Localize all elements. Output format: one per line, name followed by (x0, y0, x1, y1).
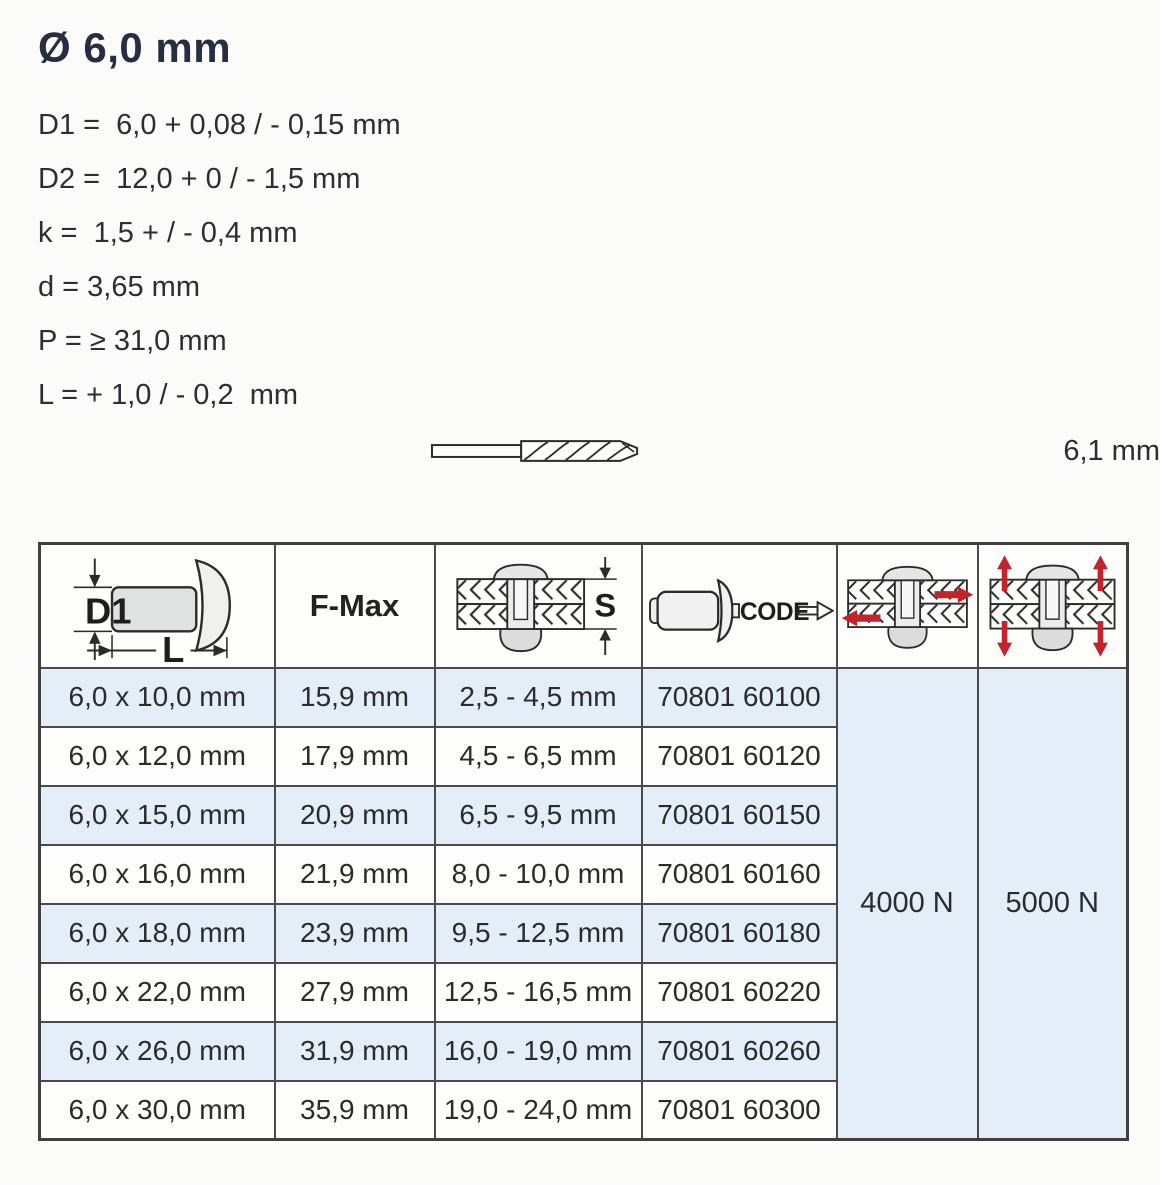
shear-strength-icon (840, 555, 975, 656)
grip-range-cell: 9,5 - 12,5 mm (435, 904, 642, 963)
spec-line-l: L = + 1,0 / - 0,2 mm (38, 379, 299, 411)
fmax-cell: 21,9 mm (275, 845, 435, 904)
code-cell: 70801 60260 (642, 1022, 837, 1081)
fmax-cell: 35,9 mm (275, 1081, 435, 1140)
spec-line-d2: D2 = 12,0 + 0 / - 1,5 mm (38, 163, 361, 195)
fmax-header-label: F-Max (309, 587, 400, 623)
spec-line-p: P = ≥ 31,0 mm (38, 325, 227, 357)
grip-range-cell: 8,0 - 10,0 mm (435, 845, 642, 904)
spec-line-k: k = 1,5 + / - 0,4 mm (38, 217, 298, 249)
drill-bit-icon (430, 436, 648, 466)
header-tensile-strength (978, 544, 1128, 668)
code-cell: 70801 60160 (642, 845, 837, 904)
d1-dimension-label: D1 (84, 590, 132, 632)
spec-list (38, 98, 1160, 422)
grip-range-icon (442, 552, 634, 660)
size-cell: 6,0 x 18,0 mm (40, 904, 275, 963)
page-title: Ø 6,0 mm (38, 24, 232, 71)
header-grip-range (435, 544, 642, 668)
fmax-cell: 23,9 mm (275, 904, 435, 963)
grip-range-cell: 2,5 - 4,5 mm (435, 668, 642, 727)
code-cell: 70801 60150 (642, 786, 837, 845)
size-cell: 6,0 x 30,0 mm (40, 1081, 275, 1140)
code-cell: 70801 60180 (642, 904, 837, 963)
grip-range-cell: 12,5 - 16,5 mm (435, 963, 642, 1022)
header-fmax (275, 544, 435, 668)
header-code (642, 544, 837, 668)
grip-range-cell: 6,5 - 9,5 mm (435, 786, 642, 845)
code-cell: 70801 60100 (642, 668, 837, 727)
tensile-strength-icon (982, 553, 1123, 659)
l-dimension-label: L (161, 629, 185, 665)
rivet-dimension-icon (45, 547, 270, 664)
spec-line-d1: D1 = 6,0 + 0,08 / - 0,15 mm (38, 109, 401, 141)
size-cell: 6,0 x 26,0 mm (40, 1022, 275, 1081)
drill-size-label: 6,1 mm (1063, 434, 1160, 467)
tensile-strength-cell: 5000 N (978, 668, 1128, 1140)
header-size-diagram (40, 544, 275, 668)
grip-dimension-label: S (594, 586, 617, 624)
drill-size-row (38, 430, 1160, 472)
code-cell: 70801 60300 (642, 1081, 837, 1140)
size-cell: 6,0 x 22,0 mm (40, 963, 275, 1022)
shear-strength-cell: 4000 N (837, 668, 978, 1140)
fmax-cell: 17,9 mm (275, 727, 435, 786)
fmax-cell: 27,9 mm (275, 963, 435, 1022)
fmax-cell: 31,9 mm (275, 1022, 435, 1081)
grip-range-cell: 4,5 - 6,5 mm (435, 727, 642, 786)
spec-line-d: d = 3,65 mm (38, 271, 200, 303)
size-cell: 6,0 x 16,0 mm (40, 845, 275, 904)
code-cell: 70801 60120 (642, 727, 837, 786)
grip-range-cell: 16,0 - 19,0 mm (435, 1022, 642, 1081)
code-cell: 70801 60220 (642, 963, 837, 1022)
header-shear-strength (837, 544, 978, 668)
grip-range-cell: 19,0 - 24,0 mm (435, 1081, 642, 1140)
code-rivet-icon (644, 553, 834, 659)
size-cell: 6,0 x 10,0 mm (40, 668, 275, 727)
table-header-row (40, 544, 1128, 668)
size-cell: 6,0 x 15,0 mm (40, 786, 275, 845)
fmax-cell: 15,9 mm (275, 668, 435, 727)
code-header-label: CODE (739, 598, 810, 626)
size-cell: 6,0 x 12,0 mm (40, 727, 275, 786)
table-row (40, 668, 1128, 727)
fmax-cell: 20,9 mm (275, 786, 435, 845)
rivet-spec-table (38, 542, 1129, 1141)
